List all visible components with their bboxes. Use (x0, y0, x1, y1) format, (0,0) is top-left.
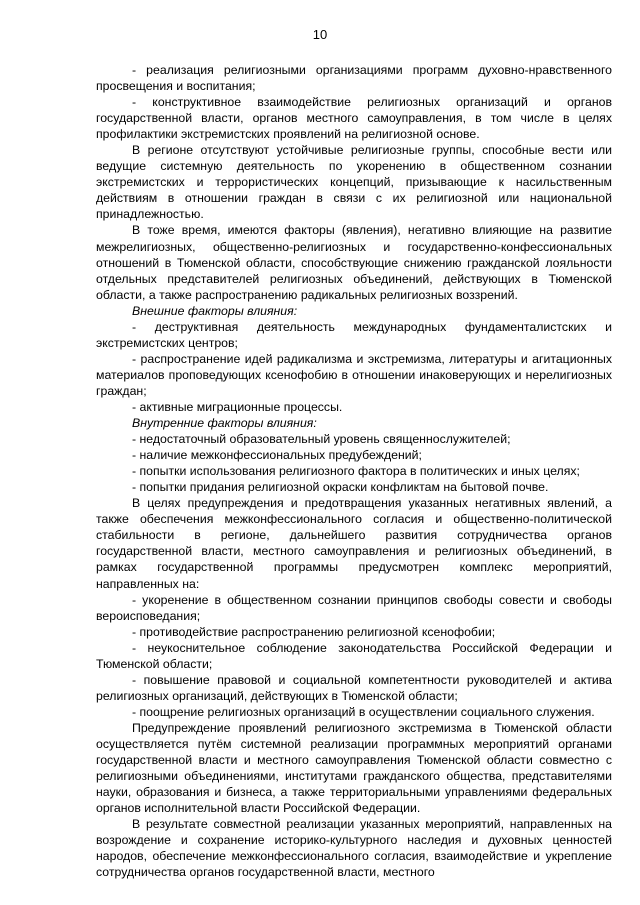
paragraph: В целях предупреждения и предотвращения указанных негативных явлений, а также обеспечения межконфессионального согласия и общественно-политической стабильности в регионе, дальнейшего развития сотрудничества органов государственной власти, местного самоуправления и религиозных объединений, в рамках государственной программы предусмотрен комплекс мероприятий, направленных на: (96, 496, 612, 591)
paragraph: В тоже время, имеются факторы (явления), негативно влияющие на развитие межрелигиозных, общественно-религиозных и государственно-конфессиональных отношений в Тюменской области, способствующие снижению гражданской лояльности отдельных представителей религиозных объединений, действующих в Тюменской области, а также распространению радикальных религиозных воззрений. (96, 223, 612, 302)
paragraph: - реализация религиозными организациями программ духовно-нравственного просвещения и воспитания; (96, 63, 612, 94)
list-item: - неукоснительное соблюдение законодательства Российской Федерации и Тюменской области; (96, 640, 612, 671)
list-item: - активные миграционные процессы. (132, 399, 343, 414)
list-item: - наличие межконфессиональных предубеждений; (132, 448, 422, 463)
page-number: 10 (312, 27, 328, 42)
paragraph: Предупреждение проявлений религиозного экстремизма в Тюменской области осуществляется путём системной реализации программных мероприятий органами государственной власти и местного самоуправления Тюменской области совместно с религиозными объединениями, институтами гражданского общества, представителями науки, образования и бизнеса, а также территориальными управлениями федеральных органов исполнительной власти Российской Федерации. (96, 720, 612, 816)
list-item: - противодействие распространению религиозной ксенофобии; (132, 624, 496, 639)
section-subheading: Внутренние факторы влияния: (132, 416, 317, 431)
list-item: - укоренение в общественном сознании принципов свободы совести и свободы вероисповедания; (96, 592, 612, 623)
list-item: - повышение правовой и социальной компетентности руководителей и актива религиозных организаций, действующих в Тюменской области; (96, 672, 612, 703)
list-item: - распространение идей радикализма и экстремизма, литературы и агитационных материалов проповедующих ксенофобию в отношении инаковерующих и нерелигиозных граждан; (96, 351, 612, 398)
paragraph: В результате совместной реализации указанных мероприятий, направленных на возрождение и сохранение историко-культурного наследия и духовных ценностей народов, обеспечение межконфессионального согласия, взаимодействие и укрепление сотрудничества органов государственной власти, местного (96, 817, 612, 880)
section-subheading: Внешние факторы влияния: (132, 303, 298, 318)
list-item: - поощрение религиозных организаций в осуществлении социального служения. (132, 704, 595, 719)
list-item: - попытки использования религиозного фактора в политических и иных целях; (132, 464, 580, 479)
list-item: - деструктивная деятельность международных фундаменталистских и экстремистских центров; (96, 319, 612, 350)
paragraph: В регионе отсутствуют устойчивые религиозные группы, способные вести или ведущие системную деятельность по укоренению в общественном сознании экстремистских и террористических концепций, призывающие к насильственным действиям в отношении граждан в связи с их религиозной или национальной принадлежностью. (96, 143, 612, 222)
paragraph: - конструктивное взаимодействие религиозных организаций и органов государственной власти, органов местного самоуправления, в том числе в целях профилактики экстремистских проявлений на религиозной основе. (96, 95, 612, 142)
list-item: - недостаточный образовательный уровень священнослужителей; (132, 432, 511, 447)
list-item: - попытки придания религиозной окраски конфликтам на бытовой почве. (132, 480, 549, 495)
document-body (96, 62, 612, 880)
